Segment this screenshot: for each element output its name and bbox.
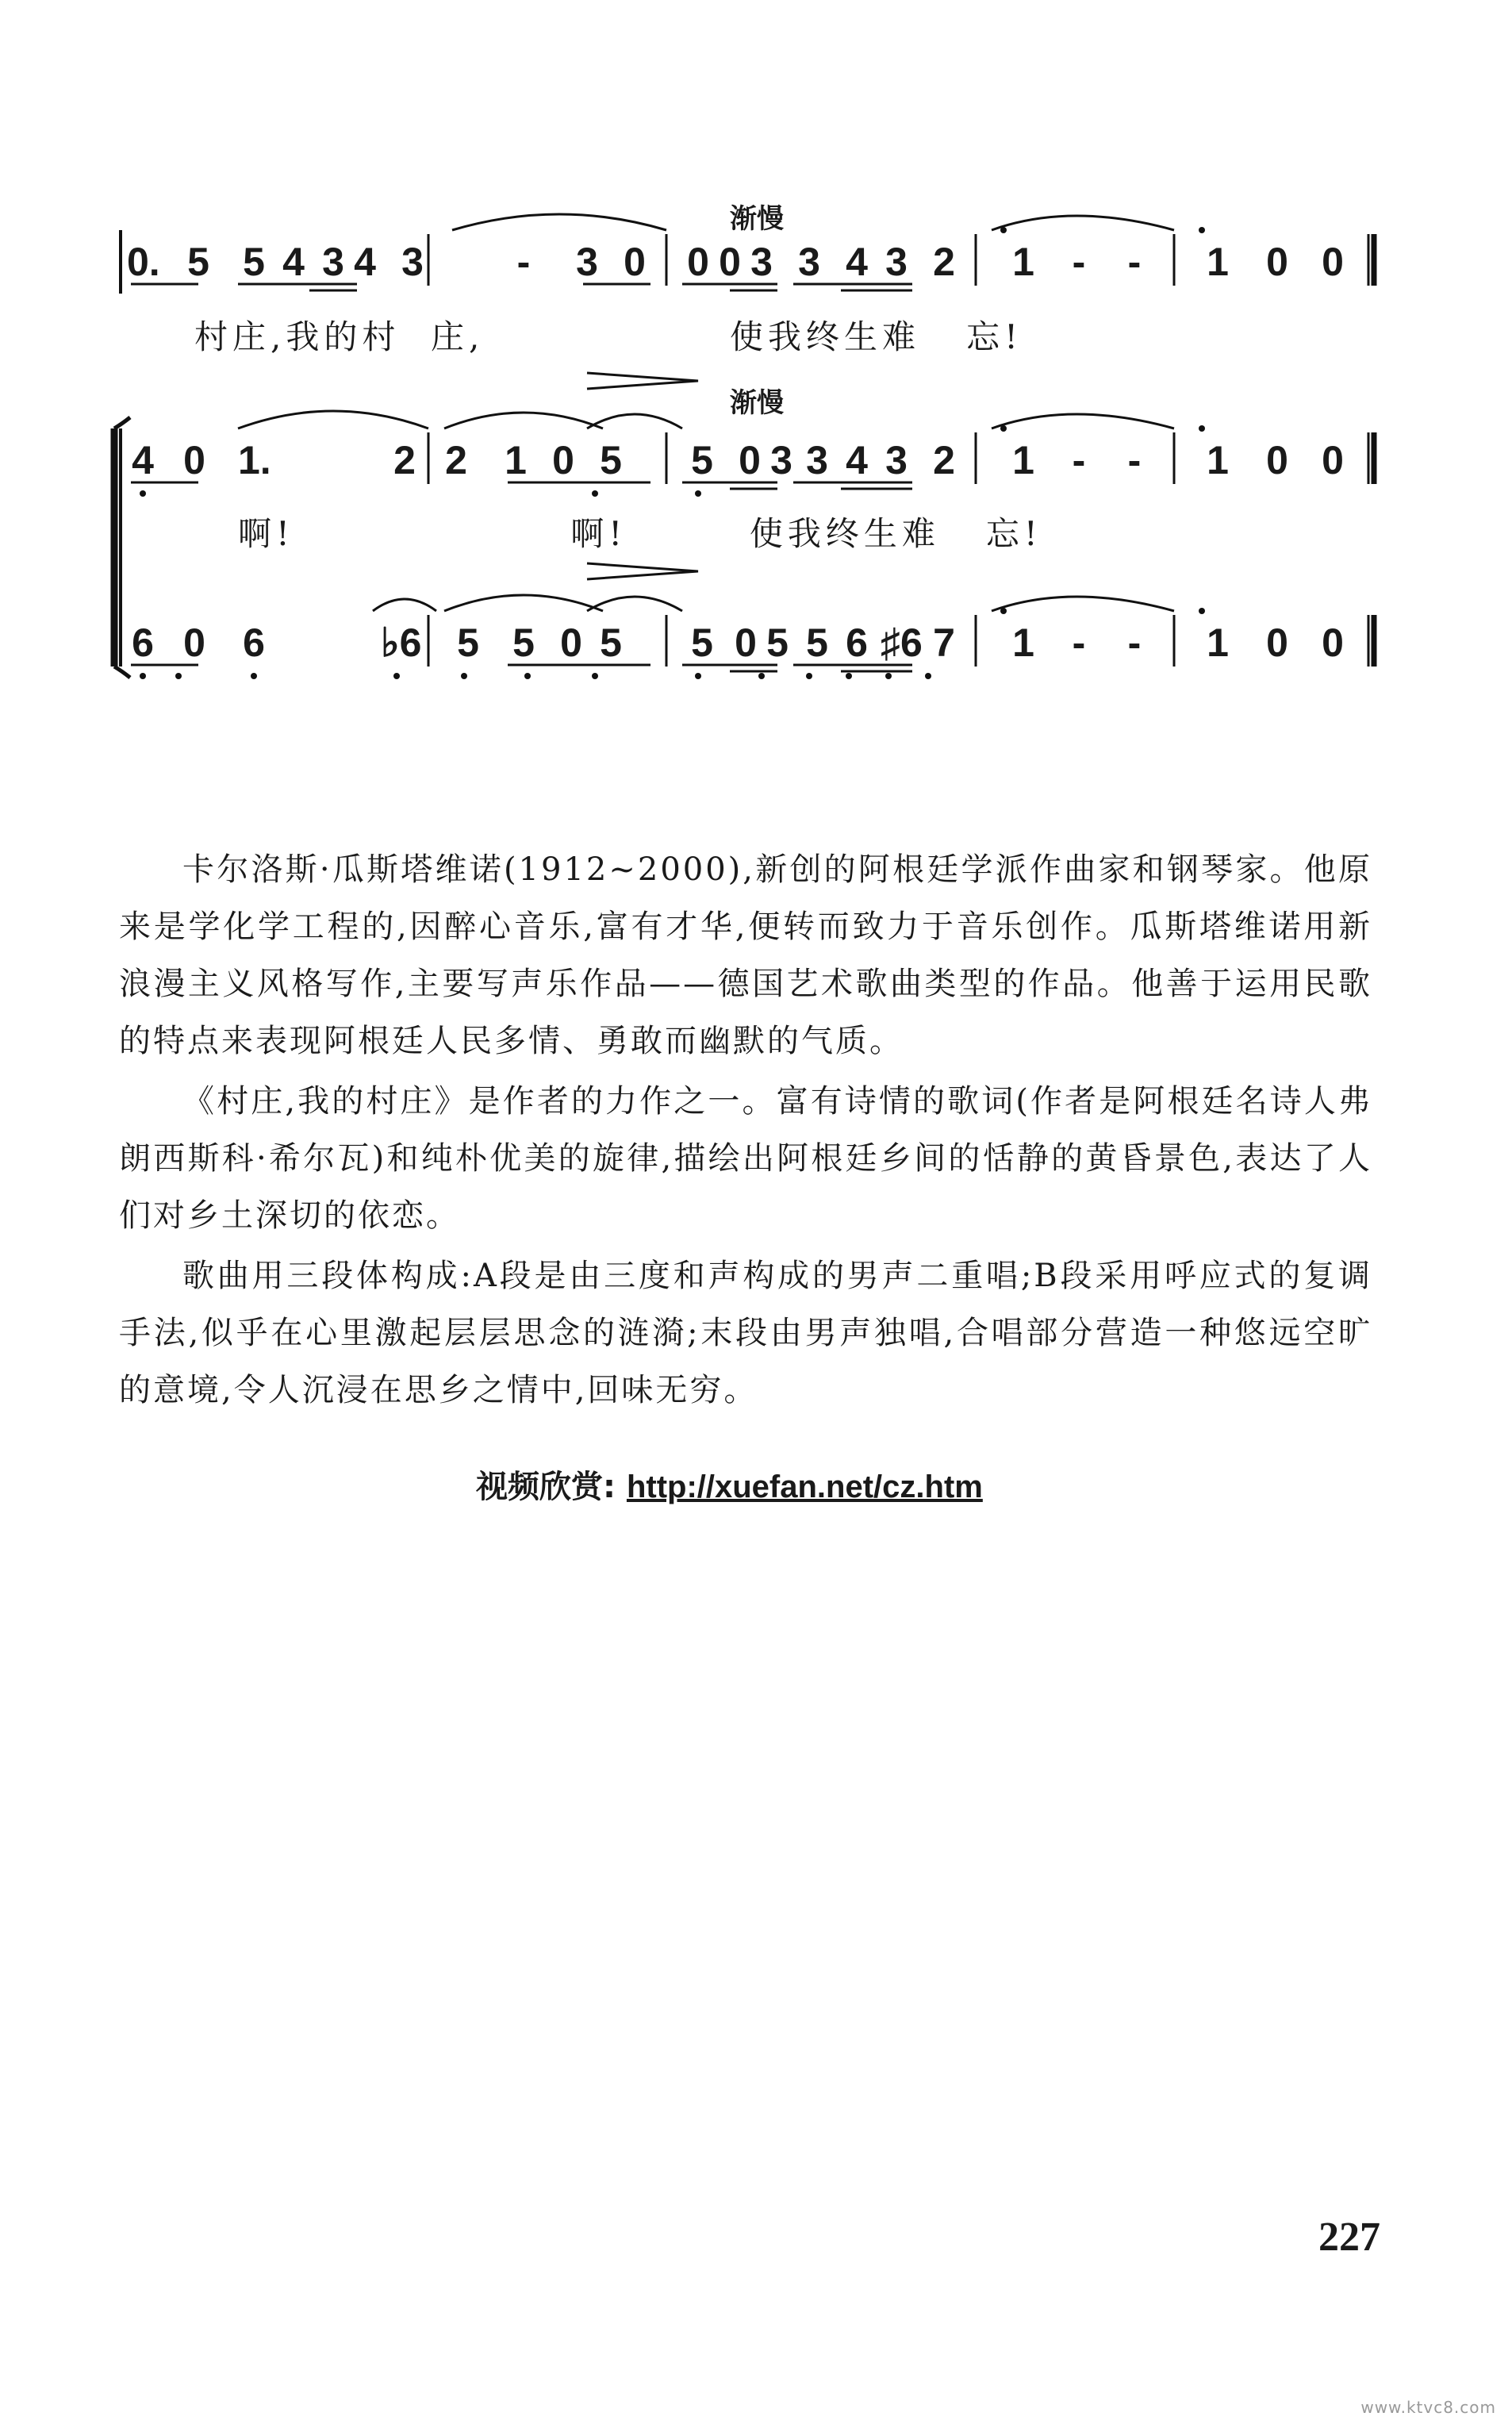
- note: 5: [806, 620, 828, 665]
- note: 1: [1207, 620, 1229, 665]
- note: 0: [1266, 620, 1288, 665]
- note: 5: [766, 620, 789, 665]
- note: 3: [806, 438, 828, 482]
- note: 5: [457, 620, 479, 665]
- note: 5: [600, 620, 622, 665]
- note: 0: [1322, 240, 1344, 284]
- note: ♯6: [881, 620, 923, 665]
- note: 0: [1266, 240, 1288, 284]
- note: 2: [933, 438, 955, 482]
- voice2-lyric: 啊! 啊! 使我终生难 忘!: [238, 514, 1042, 553]
- note: -: [1127, 620, 1142, 665]
- note: -: [1127, 240, 1142, 284]
- note: 4: [354, 240, 376, 284]
- note: 6: [132, 620, 154, 665]
- note: 4: [846, 438, 868, 482]
- note: 0: [687, 240, 709, 284]
- note: 3: [576, 240, 598, 284]
- note: 5: [691, 620, 713, 665]
- note: 1: [1012, 240, 1034, 284]
- note: 3: [885, 240, 908, 284]
- note: 6: [243, 620, 265, 665]
- note: 2: [933, 240, 955, 284]
- note: 3: [798, 240, 820, 284]
- note: 5: [243, 240, 265, 284]
- note: 7: [933, 620, 955, 665]
- tempo-mark: 渐慢: [730, 387, 784, 419]
- paragraph-3: 歌曲用三段体构成:A段是由三度和声构成的男声二重唱;B段采用呼应式的复调手法,似乎在心里激起层层思念的涟漪;末段由男声独唱,合唱部分营造一种悠远空旷的意境,令人沉浸在思乡之情中,回味无穷。: [119, 1258, 1372, 1408]
- note: -: [1072, 240, 1086, 284]
- voice1-lyric: 村庄,我的村 庄, 使我终生难 忘!: [194, 317, 1023, 356]
- note: 1: [1012, 620, 1034, 665]
- note: 5: [512, 620, 535, 665]
- note: 1: [505, 438, 527, 482]
- note: 0: [560, 620, 582, 665]
- note: 0: [183, 438, 205, 482]
- video-label: 视频欣赏:: [476, 1469, 616, 1505]
- video-url-link[interactable]: http://xuefan.net/cz.htm: [626, 1469, 983, 1504]
- tempo-mark: 渐慢: [730, 203, 784, 235]
- note: 4: [282, 240, 305, 284]
- note: 3: [401, 240, 424, 284]
- note: 0: [183, 620, 205, 665]
- note: 4: [132, 438, 154, 482]
- note: 5: [600, 438, 622, 482]
- note: 1: [1012, 438, 1034, 482]
- note: 6: [846, 620, 868, 665]
- note: -: [1072, 438, 1086, 482]
- note: 0: [1322, 620, 1344, 665]
- note: 2: [393, 438, 416, 482]
- note: ♭6: [381, 620, 422, 665]
- video-link-line: [476, 1462, 983, 1507]
- note: 0.: [127, 240, 160, 284]
- note: 4: [846, 240, 868, 284]
- music-score: [0, 0, 1512, 714]
- note: 1: [1207, 240, 1229, 284]
- note: -: [1127, 438, 1142, 482]
- note: 3: [885, 438, 908, 482]
- paragraph-1: 卡尔洛斯·瓜斯塔维诺(1912~2000),新创的阿根廷学派作曲家和钢琴家。他原来是学化学工程的,因醉心音乐,富有才华,便转而致力于音乐创作。瓜斯塔维诺用新浪漫主义风格写作,主要写声乐作品——德国艺术歌曲类型的作品。他善于运用民歌的特点来表现阿根廷人民多情、勇敢而幽默的气质。: [119, 851, 1372, 1059]
- note: -: [516, 240, 531, 284]
- paragraph-2: 《村庄,我的村庄》是作者的力作之一。富有诗情的歌词(作者是阿根廷名诗人弗朗西斯科·希尔瓦)和纯朴优美的旋律,描绘出阿根廷乡间的恬静的黄昏景色,表达了人们对乡土深切的依恋。: [119, 1083, 1372, 1234]
- note: 0: [552, 438, 574, 482]
- note: 3: [322, 240, 344, 284]
- note: 5: [691, 438, 713, 482]
- note: 0: [739, 438, 761, 482]
- page-number: 227: [1318, 2215, 1380, 2260]
- watermark: www.ktvc8.com: [1360, 2398, 1496, 2417]
- note: 5: [187, 240, 209, 284]
- note: 3: [770, 438, 792, 482]
- note: 2: [445, 438, 467, 482]
- note: 3: [750, 240, 773, 284]
- note: 0: [719, 240, 741, 284]
- note: 1.: [238, 438, 271, 482]
- note: 1: [1207, 438, 1229, 482]
- note: -: [1072, 620, 1086, 665]
- note: 0: [624, 240, 646, 284]
- note: 0: [735, 620, 757, 665]
- note: 0: [1266, 438, 1288, 482]
- note: 0: [1322, 438, 1344, 482]
